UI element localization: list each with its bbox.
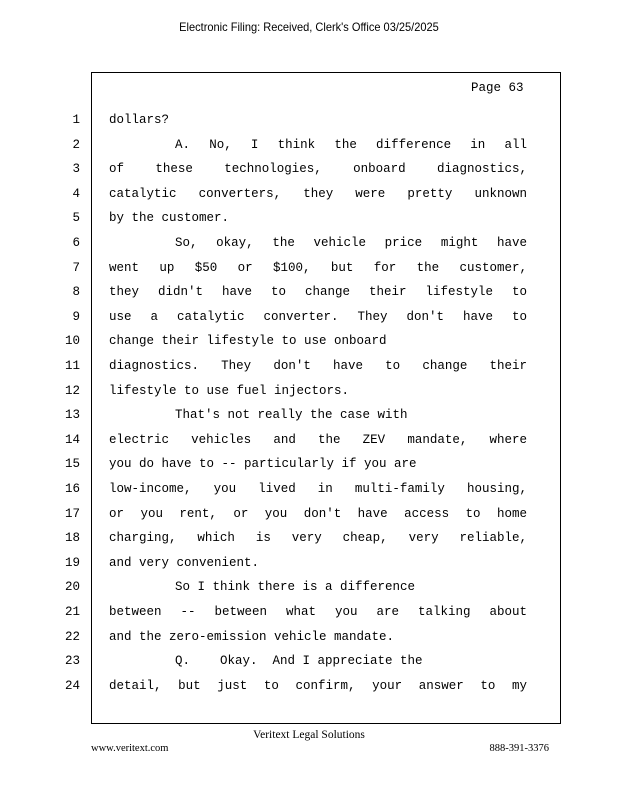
transcript-line-text: detail, but just to confirm, your answer to my [109,678,527,693]
line-number: 1 [72,113,80,127]
transcript-line-text: So I think there is a difference [175,580,416,595]
line-number: 12 [64,383,80,398]
line-number: 20 [64,580,80,595]
line-number: 13 [64,408,80,423]
line-number: 23 [64,654,80,669]
line-number: 8 [72,285,80,300]
transcript-line-text: catalytic converters, they were pretty unknown [109,186,527,201]
line-number: 15 [64,457,80,472]
footer-company: Veritext Legal Solutions [253,729,365,741]
line-number: 11 [64,359,80,373]
footer-phone: 888-391-3376 [489,743,549,754]
transcript-line-text: or you rent, or you don't have access to home [109,506,527,521]
transcript-line-text: lifestyle to use fuel injectors. [109,383,350,398]
line-number: 19 [64,555,80,570]
line-number: 14 [64,432,80,447]
line-number: 16 [64,482,80,496]
transcript-line-text: Q. Okay. And I appreciate the [175,654,423,669]
transcript-line-text: and the zero-emission vehicle mandate. [109,629,395,644]
line-number: 2 [72,137,80,152]
line-number: 10 [64,334,80,349]
transcript-line-text: So, okay, the vehicle price might have [175,236,527,250]
line-number: 6 [72,236,80,250]
line-number: 21 [64,605,80,619]
line-number: 5 [72,211,80,226]
transcript-line-text: use a catalytic converter. They don't have to [109,309,527,324]
footer-website: www.veritext.com [91,743,169,754]
transcript-line-text: diagnostics. They don't have to change their [109,359,527,373]
transcript-line-text: of these technologies, onboard diagnostics, [109,162,527,177]
transcript-line-text: low-income, you lived in multi-family housing, [109,482,527,496]
transcript-line-text: change their lifestyle to use onboard [109,334,387,349]
transcript-line-text: A. No, I think the difference in all [175,137,527,152]
transcript-line-text: they didn't have to change their lifestyle to [109,285,527,300]
line-number: 7 [72,260,80,275]
page-number-label: Page 63 [471,81,524,95]
line-number: 17 [64,506,80,521]
transcript-line-text: you do have to -- particularly if you are [109,457,417,472]
line-number: 4 [72,186,80,201]
transcript-line-text: and very convenient. [109,555,260,570]
line-number: 18 [64,531,80,546]
transcript-line-text: electric vehicles and the ZEV mandate, where [109,432,527,447]
line-number: 24 [64,678,80,693]
transcript-line-text: by the customer. [109,211,230,226]
filing-stamp-header: Electronic Filing: Received, Clerk's Office 03/25/2025 [179,20,439,34]
line-number: 9 [72,309,80,324]
line-number: 22 [64,629,80,644]
transcript-line-text: That's not really the case with [175,408,408,423]
line-number: 3 [72,162,80,177]
transcript-line-text: between -- between what you are talking about [109,605,527,619]
transcript-line-text: charging, which is very cheap, very reliable, [109,531,527,546]
transcript-line-text: dollars? [109,113,170,127]
transcript-line-text: went up $50 or $100, but for the customer, [109,260,527,275]
